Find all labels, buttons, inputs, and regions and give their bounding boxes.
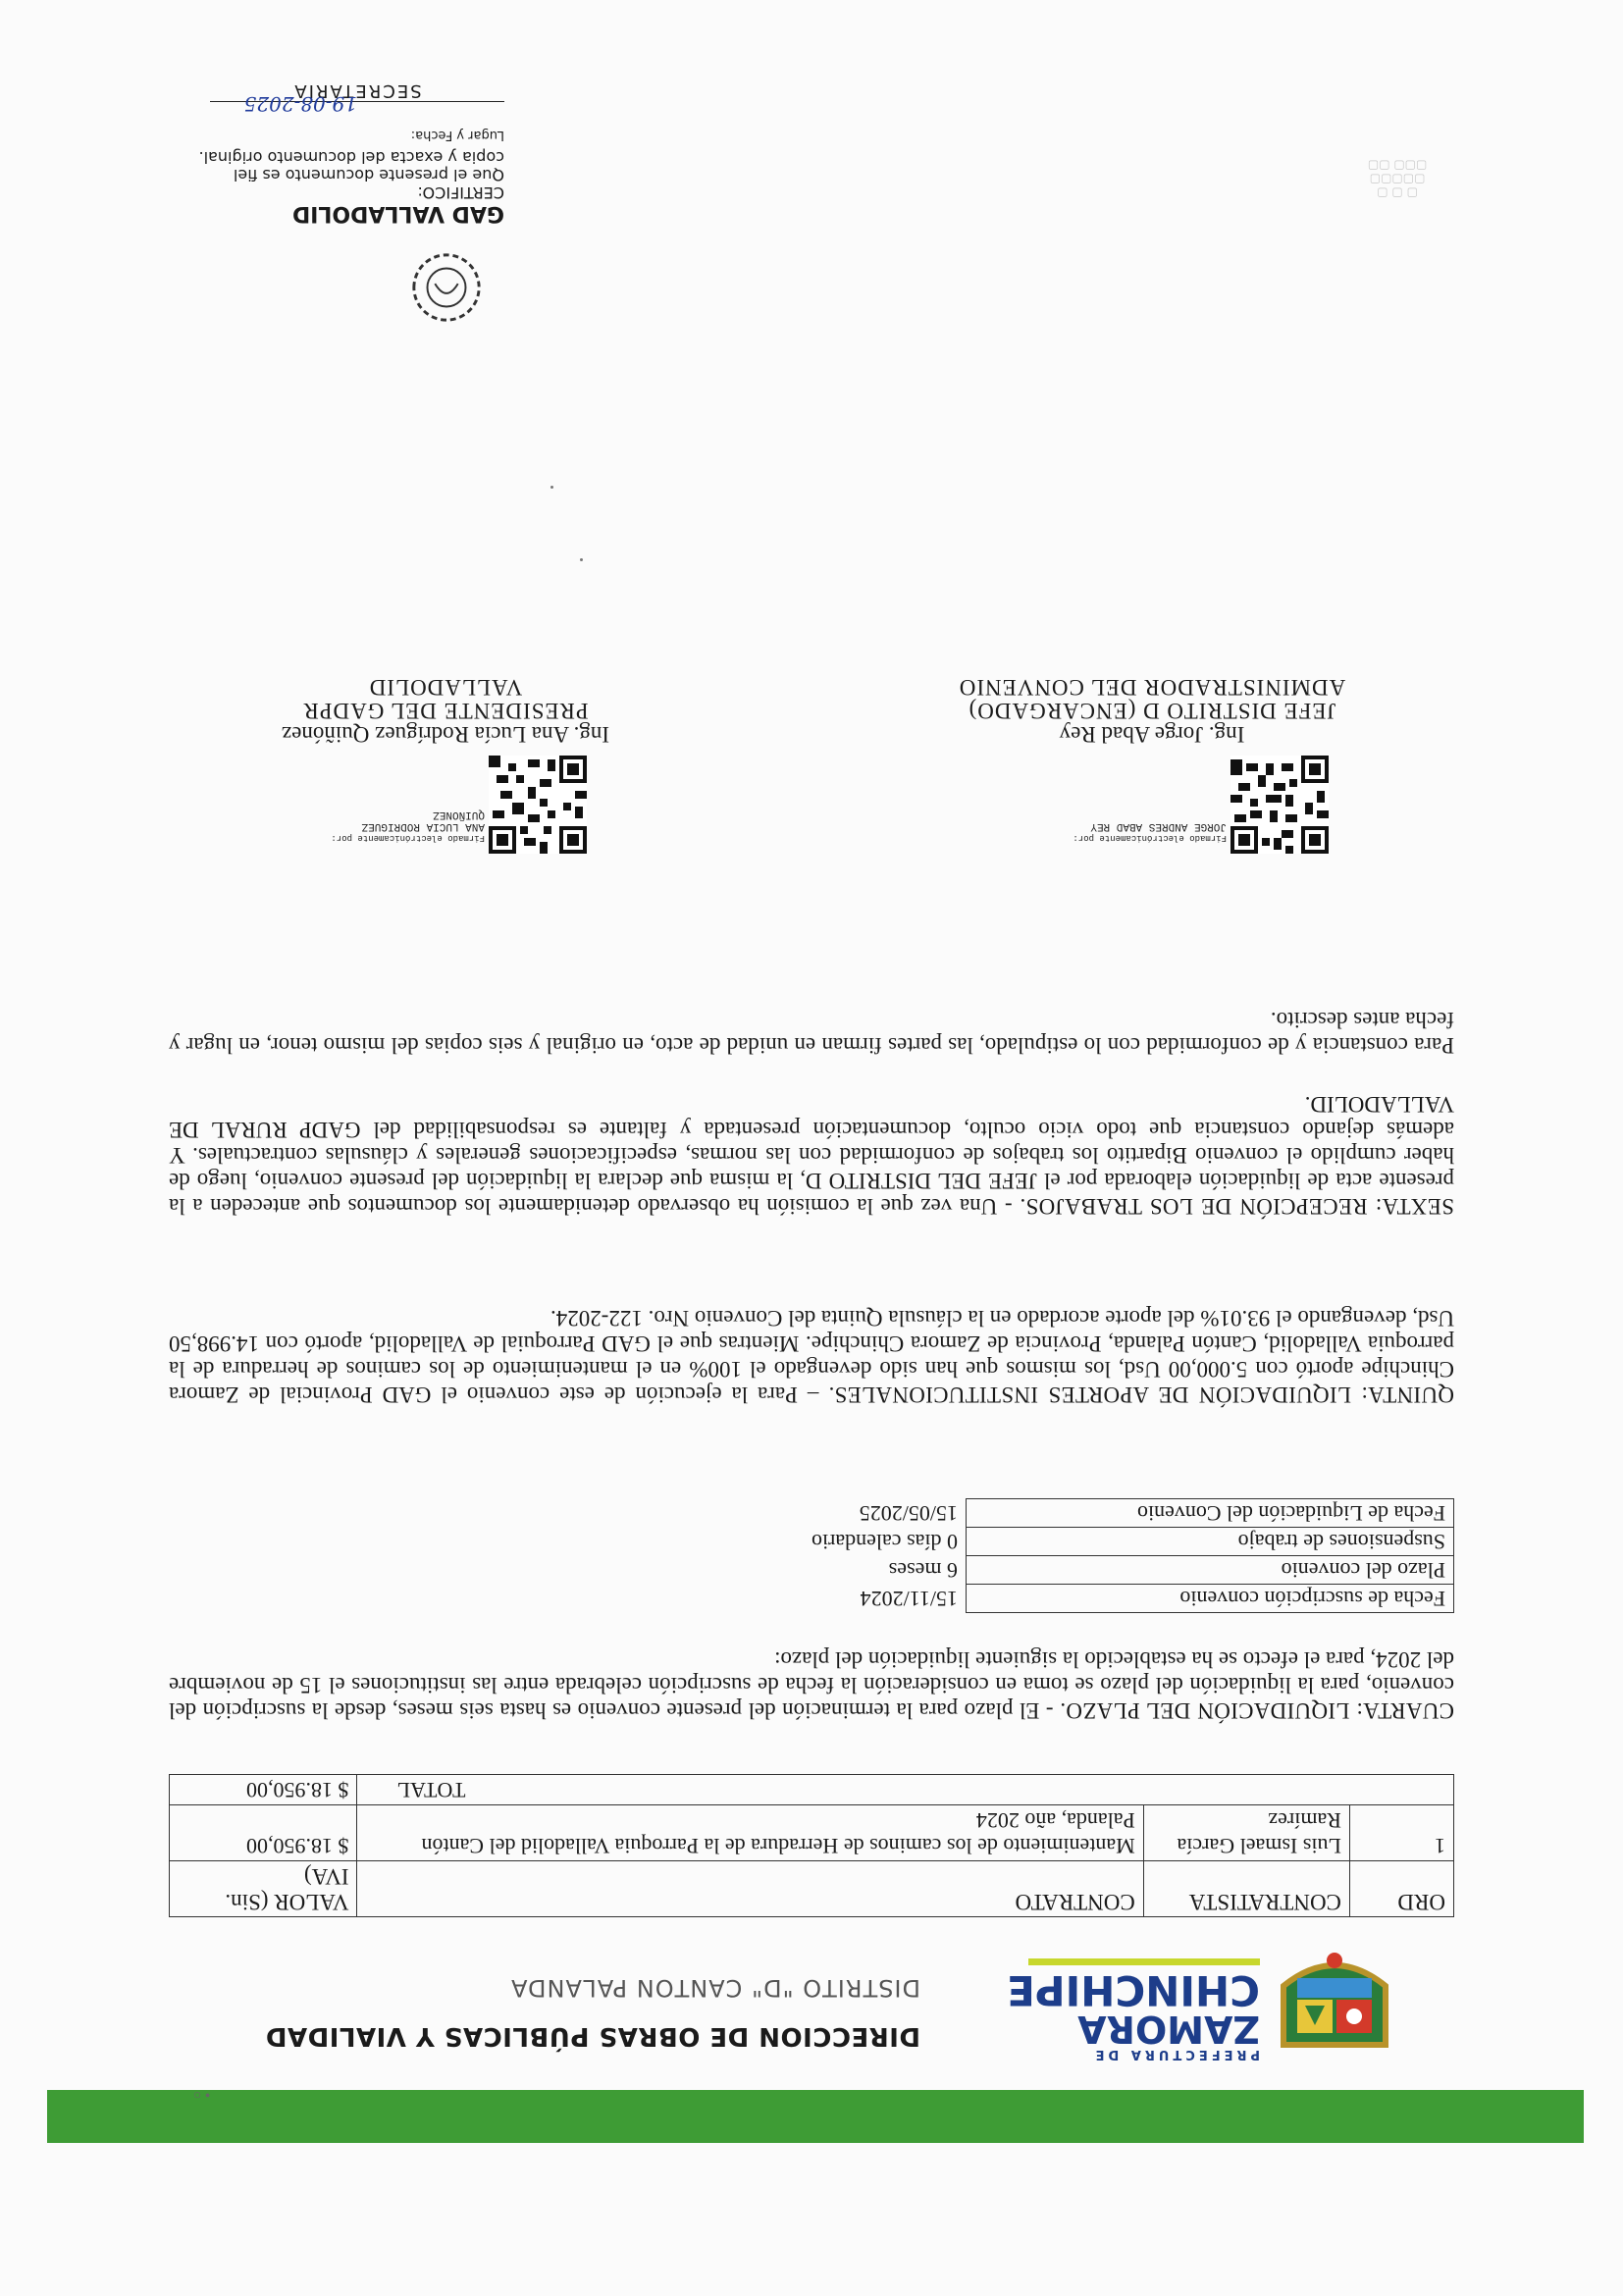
qr-caption-1	[1050, 820, 1227, 844]
stamp-line-1: Que el presente documento es fiel	[233, 166, 504, 184]
plazo-label: Suspensiones de trabajo	[967, 1528, 1454, 1556]
contract-table	[169, 1774, 1454, 1917]
scan-speck	[550, 486, 553, 489]
brand-small: PREFECTURA DE	[1091, 2047, 1260, 2061]
plazo-label: Fecha de Liquidación del Convenio	[967, 1499, 1454, 1528]
stamp-line-2: copia y exacta del documento original.	[198, 148, 504, 167]
cell-contrato: Mantenimiento de los caminos de Herradura de la Parroquia Valladolid del Cantón Palanda, año 2024	[357, 1805, 1143, 1861]
signer-name: Ing. Ana Lucía Rodríguez Quiñónez	[281, 722, 610, 747]
handwritten-date: 19-08-2025	[243, 92, 357, 116]
table-header-row	[170, 1861, 1454, 1917]
col-contrato: CONTRATO	[357, 1861, 1143, 1917]
brand-wordmark	[1007, 1958, 1260, 2061]
qr-caption-name: JORGE ANDRES ABAD REY	[1090, 820, 1227, 832]
plazo-value: 6 meses	[734, 1556, 967, 1585]
table-row	[734, 1585, 1454, 1613]
cell-ord: 1	[1349, 1805, 1453, 1861]
stamp-secretary: SECRETARIA	[210, 80, 504, 102]
plazo-table	[734, 1498, 1454, 1613]
clause-quinta	[169, 1305, 1454, 1407]
qr-signature-2-icon	[489, 756, 587, 854]
clause-sexta-heading: SEXTA: RECEPCIÓN DE LOS TRABAJOS.	[1020, 1194, 1454, 1219]
stamp-place-label: Lugar y Fecha:	[410, 128, 504, 142]
signer-role: VALLADOLID	[368, 675, 523, 700]
signer-role: ADMINISTRADOR DEL CONVENIO	[958, 675, 1346, 700]
faint-stamp-bleed: ▢ ▢ ▢ ▢▢▢▢▢ ▢▢▢ ▢▢	[1367, 159, 1428, 200]
table-row	[170, 1805, 1454, 1861]
scan-mark: • ○	[192, 2088, 210, 2104]
cell-valor: $ 18.950,00	[170, 1805, 358, 1861]
qr-signature-1-icon	[1230, 756, 1329, 854]
certification-stamp	[151, 80, 504, 226]
cell-contratista: Luis Ismael García Ramírez	[1143, 1805, 1349, 1861]
clause-cuarta-heading: CUARTA: LIQUIDACIÓN DEL PLAZO.	[1060, 1698, 1454, 1723]
prefecture-coat-of-arms-icon	[1276, 1945, 1393, 2055]
signer-role: PRESIDENTE DEL GADPR	[302, 699, 589, 723]
header-green-bar	[47, 2090, 1584, 2143]
scan-speck	[580, 558, 583, 561]
col-valor: VALOR (Sin. IVA)	[170, 1861, 358, 1917]
stamp-entity: GAD VALLADOLID	[291, 201, 504, 226]
table-row	[734, 1499, 1454, 1528]
brand-line-1: ZAMORA	[1077, 2008, 1260, 2051]
col-ord: ORD	[1349, 1861, 1453, 1917]
signer-role: JEFE DISTRITO D (ENCARGADO)	[968, 699, 1336, 723]
clause-sexta	[169, 1091, 1454, 1219]
stamp-certify: CERTIFICO:	[417, 183, 504, 202]
plazo-label: Plazo del convenio	[967, 1556, 1454, 1585]
total-value: $ 18.950,00	[170, 1775, 358, 1805]
clause-quinta-heading: QUINTA: LIQUIDACIÓN DE APORTES INSTITUCIONALES.	[828, 1383, 1454, 1407]
plazo-label: Fecha de suscripción convenio	[967, 1585, 1454, 1613]
clause-quinta-text: – Para la ejecución de este convenio el GAD Provincial de Zamora Chinchipe aportó con 5.000,00 Usd, los mismos que han sido devengado el 100% en el mantenimiento de los caminos de herradura de la parroquia Valladolid, Cantón Palanda, Provincia de Zamora Chinchipe. Mientras que el GAD Parroquial de Valladolid, aportó con 14.998,50 Usd, devengando el 93.01% del aporte acordado en la cláusula Quinta del Convenio Nro. 122-2024.	[169, 1306, 1454, 1407]
brand-line-2: CHINCHIPE	[1007, 1966, 1260, 2014]
table-row	[734, 1528, 1454, 1556]
qr-caption-small: Firmado electrónicamente por:	[331, 833, 485, 843]
direction-title: DIRECCION DE OBRAS PÚBLICAS Y VIALIDAD	[265, 2021, 920, 2051]
plazo-value: 15/05/2025	[734, 1499, 967, 1528]
gad-seal-icon	[408, 249, 485, 326]
table-row	[734, 1556, 1454, 1585]
qr-caption-small: Firmado electrónicamente por:	[1073, 833, 1227, 843]
closing-paragraph: Para constancia y de conformidad con lo estipulado, las partes firman en unidad de acto, en original y seis copias del mismo tenor, en lugar y fecha antes descrito.	[169, 1008, 1454, 1058]
qr-caption-name: ANA LUCIA RODRIGUEZ QUIÑONEZ	[361, 809, 485, 832]
plazo-value: 0 días calendario	[734, 1528, 967, 1556]
clause-sexta-text: - Una vez que la comisión ha observado detenidamente los documentos que anteceden a la presente acta de liquidación elaborada por el JEFE DEL DISTRITO D, la misma que declara la liquidación del presente convenio, luego de haber cumplido el convenio Bipartito los trabajos de conformidad con las normas, especificaciones generales y cláusulas contractuales. Y además dejando constancia que todo vicio oculto, documentación presentada y faltante es responsabilidad del GADP RURAL DE VALLADOLID.	[169, 1092, 1454, 1219]
col-contratista: CONTRATISTA	[1143, 1861, 1349, 1917]
brand-stripe	[1028, 1958, 1260, 1965]
signature-block-2	[239, 675, 652, 746]
district-subtitle: DISTRITO "D" CANTON PALANDA	[510, 1974, 920, 2002]
signer-name: Ing. Jorge Abad Rey	[1059, 722, 1245, 747]
plazo-value: 15/11/2024	[734, 1585, 967, 1613]
clause-cuarta-text: - El plazo para la terminación del presente convenio es hasta seis meses, desde la suscripción del convenio, para la liquidación del plazo se toma en consideración la fecha de suscripción celebrada entre las instituciones el 15 de noviembre del 2024, para el efecto se ha establecido la siguiente liquidación del plazo:	[169, 1647, 1454, 1723]
qr-caption-2	[308, 809, 485, 844]
clause-cuarta	[169, 1646, 1454, 1723]
table-total-row	[170, 1775, 1454, 1805]
signature-block-1	[926, 675, 1378, 746]
total-label: TOTAL	[357, 1775, 1454, 1805]
